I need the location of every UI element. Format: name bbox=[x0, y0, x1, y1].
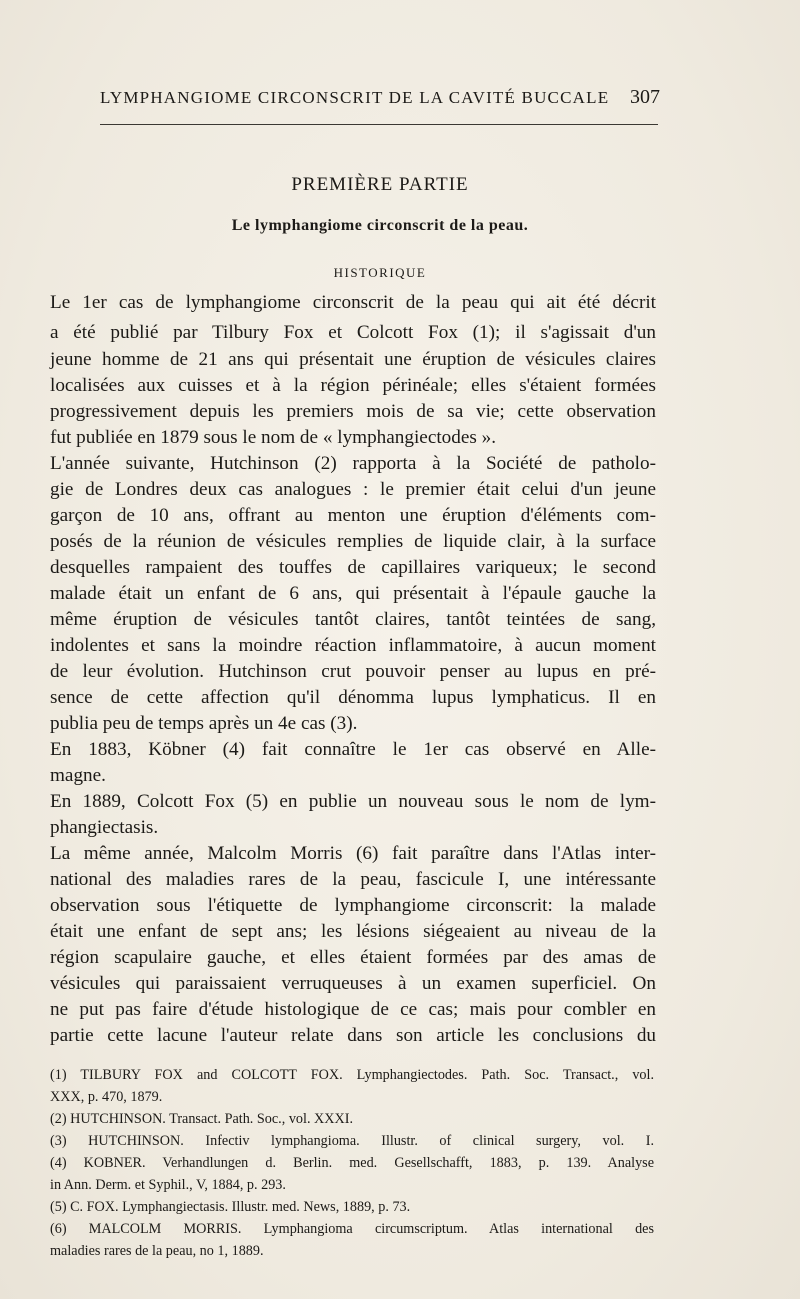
running-head bbox=[100, 86, 660, 116]
body-line: ne put pas faire d'étude histologique de ce cas; mais pour combler en bbox=[50, 999, 656, 1020]
footnote-line: XXX, p. 470, 1879. bbox=[50, 1089, 163, 1105]
body-line: fut publiée en 1879 sous le nom de « lymphangiectodes ». bbox=[50, 427, 497, 448]
body-line: localisées aux cuisses et à la région périnéale; elles s'étaient formées bbox=[50, 375, 656, 396]
body-line: national des maladies rares de la peau, fascicule I, une intéressante bbox=[50, 869, 656, 890]
body-line: Le 1er cas de lymphangiome circonscrit de la peau qui ait été décrit bbox=[50, 292, 656, 313]
body-line: jeune homme de 21 ans qui présentait une éruption de vésicules claires bbox=[50, 349, 656, 370]
footnote-line: maladies rares de la peau, no 1, 1889. bbox=[50, 1243, 264, 1259]
body-line: malade était un enfant de 6 ans, qui présentait à l'épaule gauche la bbox=[50, 583, 656, 604]
body-line: En 1883, Köbner (4) fait connaître le 1er cas observé en Alle- bbox=[50, 739, 656, 760]
body-line: desquelles rampaient des touffes de capillaires variqueux; le second bbox=[50, 557, 656, 578]
part-title: PREMIÈRE PARTIE bbox=[291, 174, 469, 195]
footnote-line: (6) MALCOLM MORRIS. Lymphangioma circumscriptum. Atlas international des bbox=[50, 1221, 654, 1237]
footnote-line: (5) C. FOX. Lymphangiectasis. Illustr. med. News, 1889, p. 73. bbox=[50, 1199, 411, 1215]
body-line: L'année suivante, Hutchinson (2) rapporta à la Société de patholo- bbox=[50, 453, 656, 474]
body-line: indolentes et sans la moindre réaction inflammatoire, à aucun moment bbox=[50, 635, 656, 656]
header-rule bbox=[100, 124, 658, 125]
body-line: En 1889, Colcott Fox (5) en publie un nouveau sous le nom de lym- bbox=[50, 791, 656, 812]
body-line: vésicules qui paraissaient verruqueuses à un examen superficiel. On bbox=[50, 973, 656, 994]
body-line: gie de Londres deux cas analogues : le premier était celui d'un jeune bbox=[50, 479, 656, 500]
body-line: région scapulaire gauche, et elles étaient formées par des amas de bbox=[50, 947, 656, 968]
footnote-line: (2) HUTCHINSON. Transact. Path. Soc., vol. XXXI. bbox=[50, 1111, 354, 1127]
footnote-line: (4) KOBNER. Verhandlungen d. Berlin. med. Gesellschafft, 1883, p. 139. Analyse bbox=[50, 1155, 654, 1171]
footnote-line: (3) HUTCHINSON. Infectiv lymphangioma. Illustr. of clinical surgery, vol. I. bbox=[50, 1133, 654, 1149]
body-line: sence de cette affection qu'il dénomma lupus lymphaticus. Il en bbox=[50, 687, 656, 708]
body-line: partie cette lacune l'auteur relate dans son article les conclusions du bbox=[50, 1025, 656, 1046]
body-line: de leur évolution. Hutchinson crut pouvoir penser au lupus en pré- bbox=[50, 661, 656, 682]
body-line: La même année, Malcolm Morris (6) fait paraître dans l'Atlas inter- bbox=[50, 843, 656, 864]
footnote-line: (1) TILBURY FOX and COLCOTT FOX. Lymphangiectodes. Path. Soc. Transact., vol. bbox=[50, 1067, 654, 1083]
body-line: posés de la réunion de vésicules remplies de liquide clair, à la surface bbox=[50, 531, 656, 552]
section-title: Le lymphangiome circonscrit de la peau. bbox=[231, 217, 529, 234]
body-line: progressivement depuis les premiers mois de sa vie; cette observation bbox=[50, 401, 656, 422]
body-line: même éruption de vésicules tantôt claires, tantôt teintées de sang, bbox=[50, 609, 656, 630]
body-line: était une enfant de sept ans; les lésions siégeaient au niveau de la bbox=[50, 921, 656, 942]
subsection-title: HISTORIQUE bbox=[333, 265, 427, 280]
body-line: observation sous l'étiquette de lymphangiome circonscrit: la malade bbox=[50, 895, 656, 916]
body-line: a été publié par Tilbury Fox et Colcott Fox (1); il s'agissait d'un bbox=[50, 322, 656, 343]
footnote-line: in Ann. Derm. et Syphil., V, 1884, p. 293. bbox=[50, 1177, 286, 1193]
running-title: LYMPHANGIOME CIRCONSCRIT DE LA CAVITÉ BUCCALE bbox=[100, 88, 610, 107]
body-line: phangiectasis. bbox=[50, 817, 159, 838]
body-line: garçon de 10 ans, offrant au menton une éruption d'éléments com- bbox=[50, 505, 656, 526]
body-line: publia peu de temps après un 4e cas (3). bbox=[50, 713, 358, 734]
body-line: magne. bbox=[50, 765, 106, 786]
page-number: 307 bbox=[630, 86, 660, 108]
